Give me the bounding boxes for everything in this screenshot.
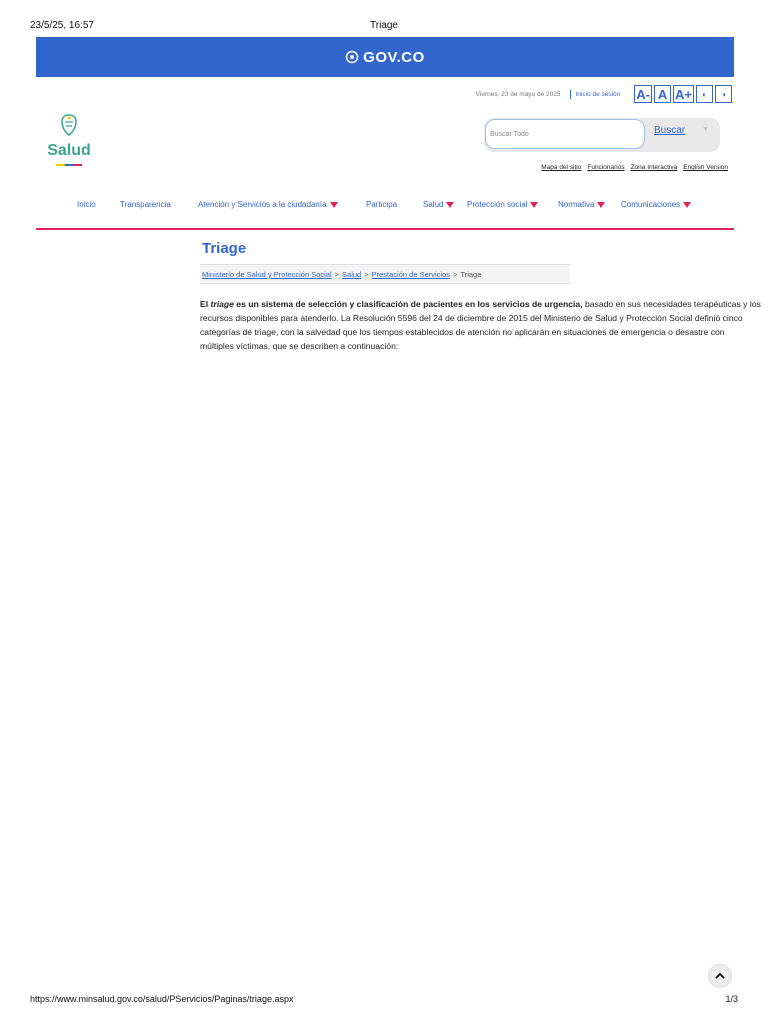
dropdown-arrow-icon [597,202,605,208]
gov-co-shield-icon [345,50,359,64]
flag-red [73,164,82,166]
nav-item-normativa[interactable] [558,200,605,209]
paragraph-line: categorías de triage, con la salvedad que los tiempos establecidos de atención no aplicarán en situaciones de emergencia o desastre con [200,327,725,337]
sitemap-link[interactable]: Mapa del sitio [541,164,582,171]
print-datetime: 23/5/25, 16:57 [30,20,94,31]
english-version-link[interactable]: English Version [683,164,728,171]
salud-logo[interactable] [44,112,94,166]
dropdown-arrow-icon [683,202,691,208]
paragraph-line: múltiples víctimas, que se describen a continuación: [200,341,399,351]
divider [570,90,571,99]
utility-links [541,164,728,171]
page-title: Triage [202,240,247,257]
lead-el: El [200,299,211,309]
nav-divider [36,228,734,230]
nav-item-comunicaciones[interactable] [621,200,691,209]
flag-blue [65,164,74,166]
search-input[interactable]: Buscar Todo [485,119,645,149]
nav-item-salud[interactable] [423,200,454,209]
print-title: Triage [370,20,398,31]
gov-co-bar [36,37,734,77]
nav-label: Protección social [467,200,528,209]
dropdown-arrow-icon [446,202,454,208]
search-button[interactable]: Buscar [654,125,686,136]
breadcrumb-link-salud[interactable]: Salud [342,269,362,279]
nav-item-inicio[interactable] [77,200,96,209]
article-body [200,297,761,353]
print-page-number: 1/3 [725,994,738,1004]
nav-label: Transparencia [120,200,171,209]
nav-label: Inicio [77,200,96,209]
paragraph-line [200,297,761,311]
flag-bar [56,164,82,166]
contrast-alt-icon[interactable]: ◑ [715,85,732,103]
gov-co-logo[interactable] [345,49,425,66]
breadcrumb-separator: > [364,269,369,279]
paragraph-line: recursos disponibles para atenderlo. La Resolución 5596 del 24 de diciembre de 2015 del Ministerio de Salud y Protección Social definió cinco [200,313,743,323]
logo-text: Salud [47,142,91,159]
scroll-to-top-button[interactable] [708,964,732,988]
breadcrumb-separator: > [334,269,340,279]
gov-co-label: GOV.CO [363,48,425,66]
flag-yellow [56,164,65,166]
breadcrumb-link-ministerio[interactable]: Ministerio de Salud y Protección Social [202,269,332,279]
search-box [484,118,720,152]
font-decrease-button[interactable]: A- [636,86,651,102]
chevron-up-icon [714,970,726,982]
nav-item-transparencia[interactable] [120,200,171,209]
nav-label: Salud [423,200,444,209]
breadcrumb-separator: > [453,269,458,279]
nav-item-participa[interactable] [366,200,397,209]
dropdown-arrow-icon [530,202,538,208]
print-header [0,0,768,36]
breadcrumb-link-prestacion[interactable]: Prestación de Servicios [371,269,450,279]
top-info-bar [476,84,732,104]
font-increase-button[interactable]: A+ [675,86,692,102]
breadcrumb [200,264,570,284]
nav-item-proteccion-social[interactable] [467,200,538,209]
breadcrumb-current: Triage [460,269,482,279]
nav-label: Normativa [558,200,595,209]
main-nav [36,200,734,214]
coat-of-arms-icon [56,112,82,138]
triage-term: triage [210,299,234,309]
print-url: https://www.minsalud.gov.co/salud/PServicios/Paginas/triage.aspx [30,994,294,1004]
font-reset-button[interactable]: A [654,85,671,103]
nav-item-atencion[interactable] [198,200,338,209]
login-link[interactable]: Inicio de sesión [575,90,621,98]
current-date: Viernes, 23 de mayo de 2025 [475,90,561,98]
nav-label: Participa [366,200,398,209]
search-scope-chevron-icon[interactable]: ▼ [702,126,709,133]
accessibility-controls [634,85,732,103]
contrast-icon[interactable]: ◐ [696,85,713,103]
nav-label: Comunicaciones [621,200,681,209]
interactive-zone-link[interactable]: Zona Interactiva [630,164,678,171]
line1-rest: basado en sus necesidades terapéuticas y los [582,299,761,309]
dropdown-arrow-icon [330,202,338,208]
staff-link[interactable]: Funcionarios [587,164,625,171]
lead-bold: es un sistema de selección y clasificación de pacientes en los servicios de urgencia, [233,299,583,309]
nav-label: Atención y Servicios a la ciudadanía [198,200,327,209]
